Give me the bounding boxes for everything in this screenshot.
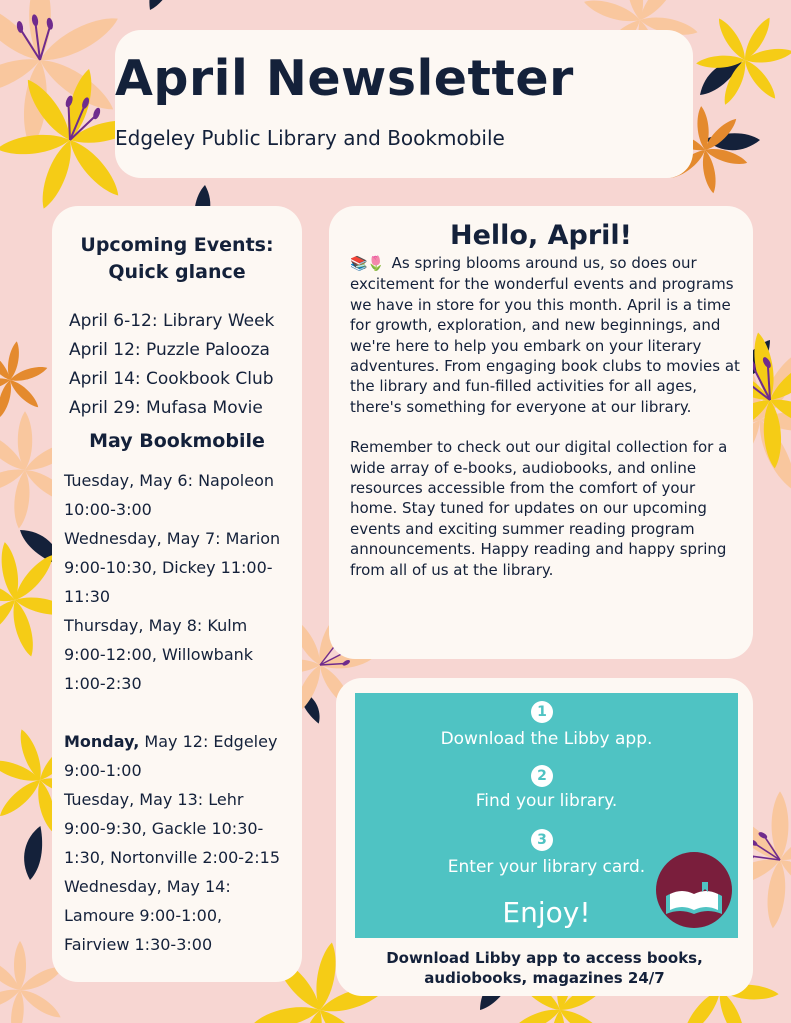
bookmobile-heading: May Bookmobile: [89, 430, 265, 452]
schedule-line: Tuesday, May 6: Napoleon: [64, 471, 275, 490]
schedule-line: Lamoure 9:00-1:00,: [64, 906, 223, 925]
events-heading: [52, 232, 302, 286]
libby-caption: [336, 948, 753, 988]
step-3-text: Enter your library card.: [447, 857, 646, 877]
page-title: April Newsletter: [115, 50, 574, 107]
schedule-line: Fairview 1:30-3:00: [64, 935, 213, 954]
libby-caption-line1: Download Libby app to access books,: [386, 949, 703, 967]
schedule-line-monday: [64, 727, 300, 756]
schedule-line: 9:00-10:30, Dickey 11:00-: [64, 558, 273, 577]
bookmobile-schedule: [64, 466, 300, 959]
page-subtitle: Edgeley Public Library and Bookmobile: [115, 126, 505, 150]
schedule-line: 9:00-9:30, Gackle 10:30-: [64, 819, 264, 838]
events-list: [69, 307, 299, 423]
hello-body: [350, 253, 742, 580]
hello-paragraph-2: Remember to check out our digital collection for a wide array of e-books, audiobooks, and online resources accessible from the comfort of your home. Stay tuned for updates on our upcoming events and exciting summer reading program announcements. Happy reading and happy spring from all of us at the library.: [350, 438, 728, 579]
schedule-line: 9:00-1:00: [64, 761, 142, 780]
libby-caption-line2: audiobooks, magazines 24/7: [424, 969, 665, 987]
schedule-line: Wednesday, May 7: Marion: [64, 529, 281, 548]
hello-heading: Hello, April!: [450, 220, 632, 251]
step-3-badge: 3: [531, 829, 553, 851]
event-item: April 29: Mufasa Movie: [69, 398, 263, 418]
hello-paragraph-1: 📚🌷 As spring blooms around us, so does our excitement for the wonderful events and programs we have in store for you this month. April is a time for growth, exploration, and new beginnings, and we're here to help you embark on your literary adventures. From engaging book clubs to movies at the library and fun-filled activities for all ages, there's something for everyone at our library.: [350, 254, 740, 416]
schedule-line: 1:30, Nortonville 2:00-2:15: [64, 848, 281, 867]
enjoy-text: Enjoy!: [502, 896, 591, 929]
monday-detail: May 12: Edgeley: [139, 732, 278, 751]
events-heading-line2: Quick glance: [108, 261, 246, 283]
schedule-line: Wednesday, May 14:: [64, 877, 231, 896]
libby-book-icon: [656, 852, 732, 928]
step-2-text: Find your library.: [475, 791, 618, 811]
schedule-line: Thursday, May 8: Kulm: [64, 616, 248, 635]
step-2-badge: 2: [531, 765, 553, 787]
schedule-line: 10:00-3:00: [64, 500, 152, 519]
monday-label: Monday,: [64, 732, 140, 751]
books-tulip-icon: 📚🌷: [350, 256, 385, 272]
schedule-line: 9:00-12:00, Willowbank: [64, 645, 254, 664]
step-1-text: Download the Libby app.: [440, 729, 653, 749]
event-item: April 6-12: Library Week: [69, 311, 275, 331]
libby-logo: [656, 852, 732, 928]
step-1-badge: 1: [531, 701, 553, 723]
schedule-line: Tuesday, May 13: Lehr: [64, 790, 244, 809]
events-heading-line1: Upcoming Events:: [80, 234, 274, 256]
event-item: April 12: Puzzle Palooza: [69, 340, 270, 360]
event-item: April 14: Cookbook Club: [69, 369, 274, 389]
schedule-line: 11:30: [64, 587, 111, 606]
schedule-line: 1:00-2:30: [64, 674, 142, 693]
